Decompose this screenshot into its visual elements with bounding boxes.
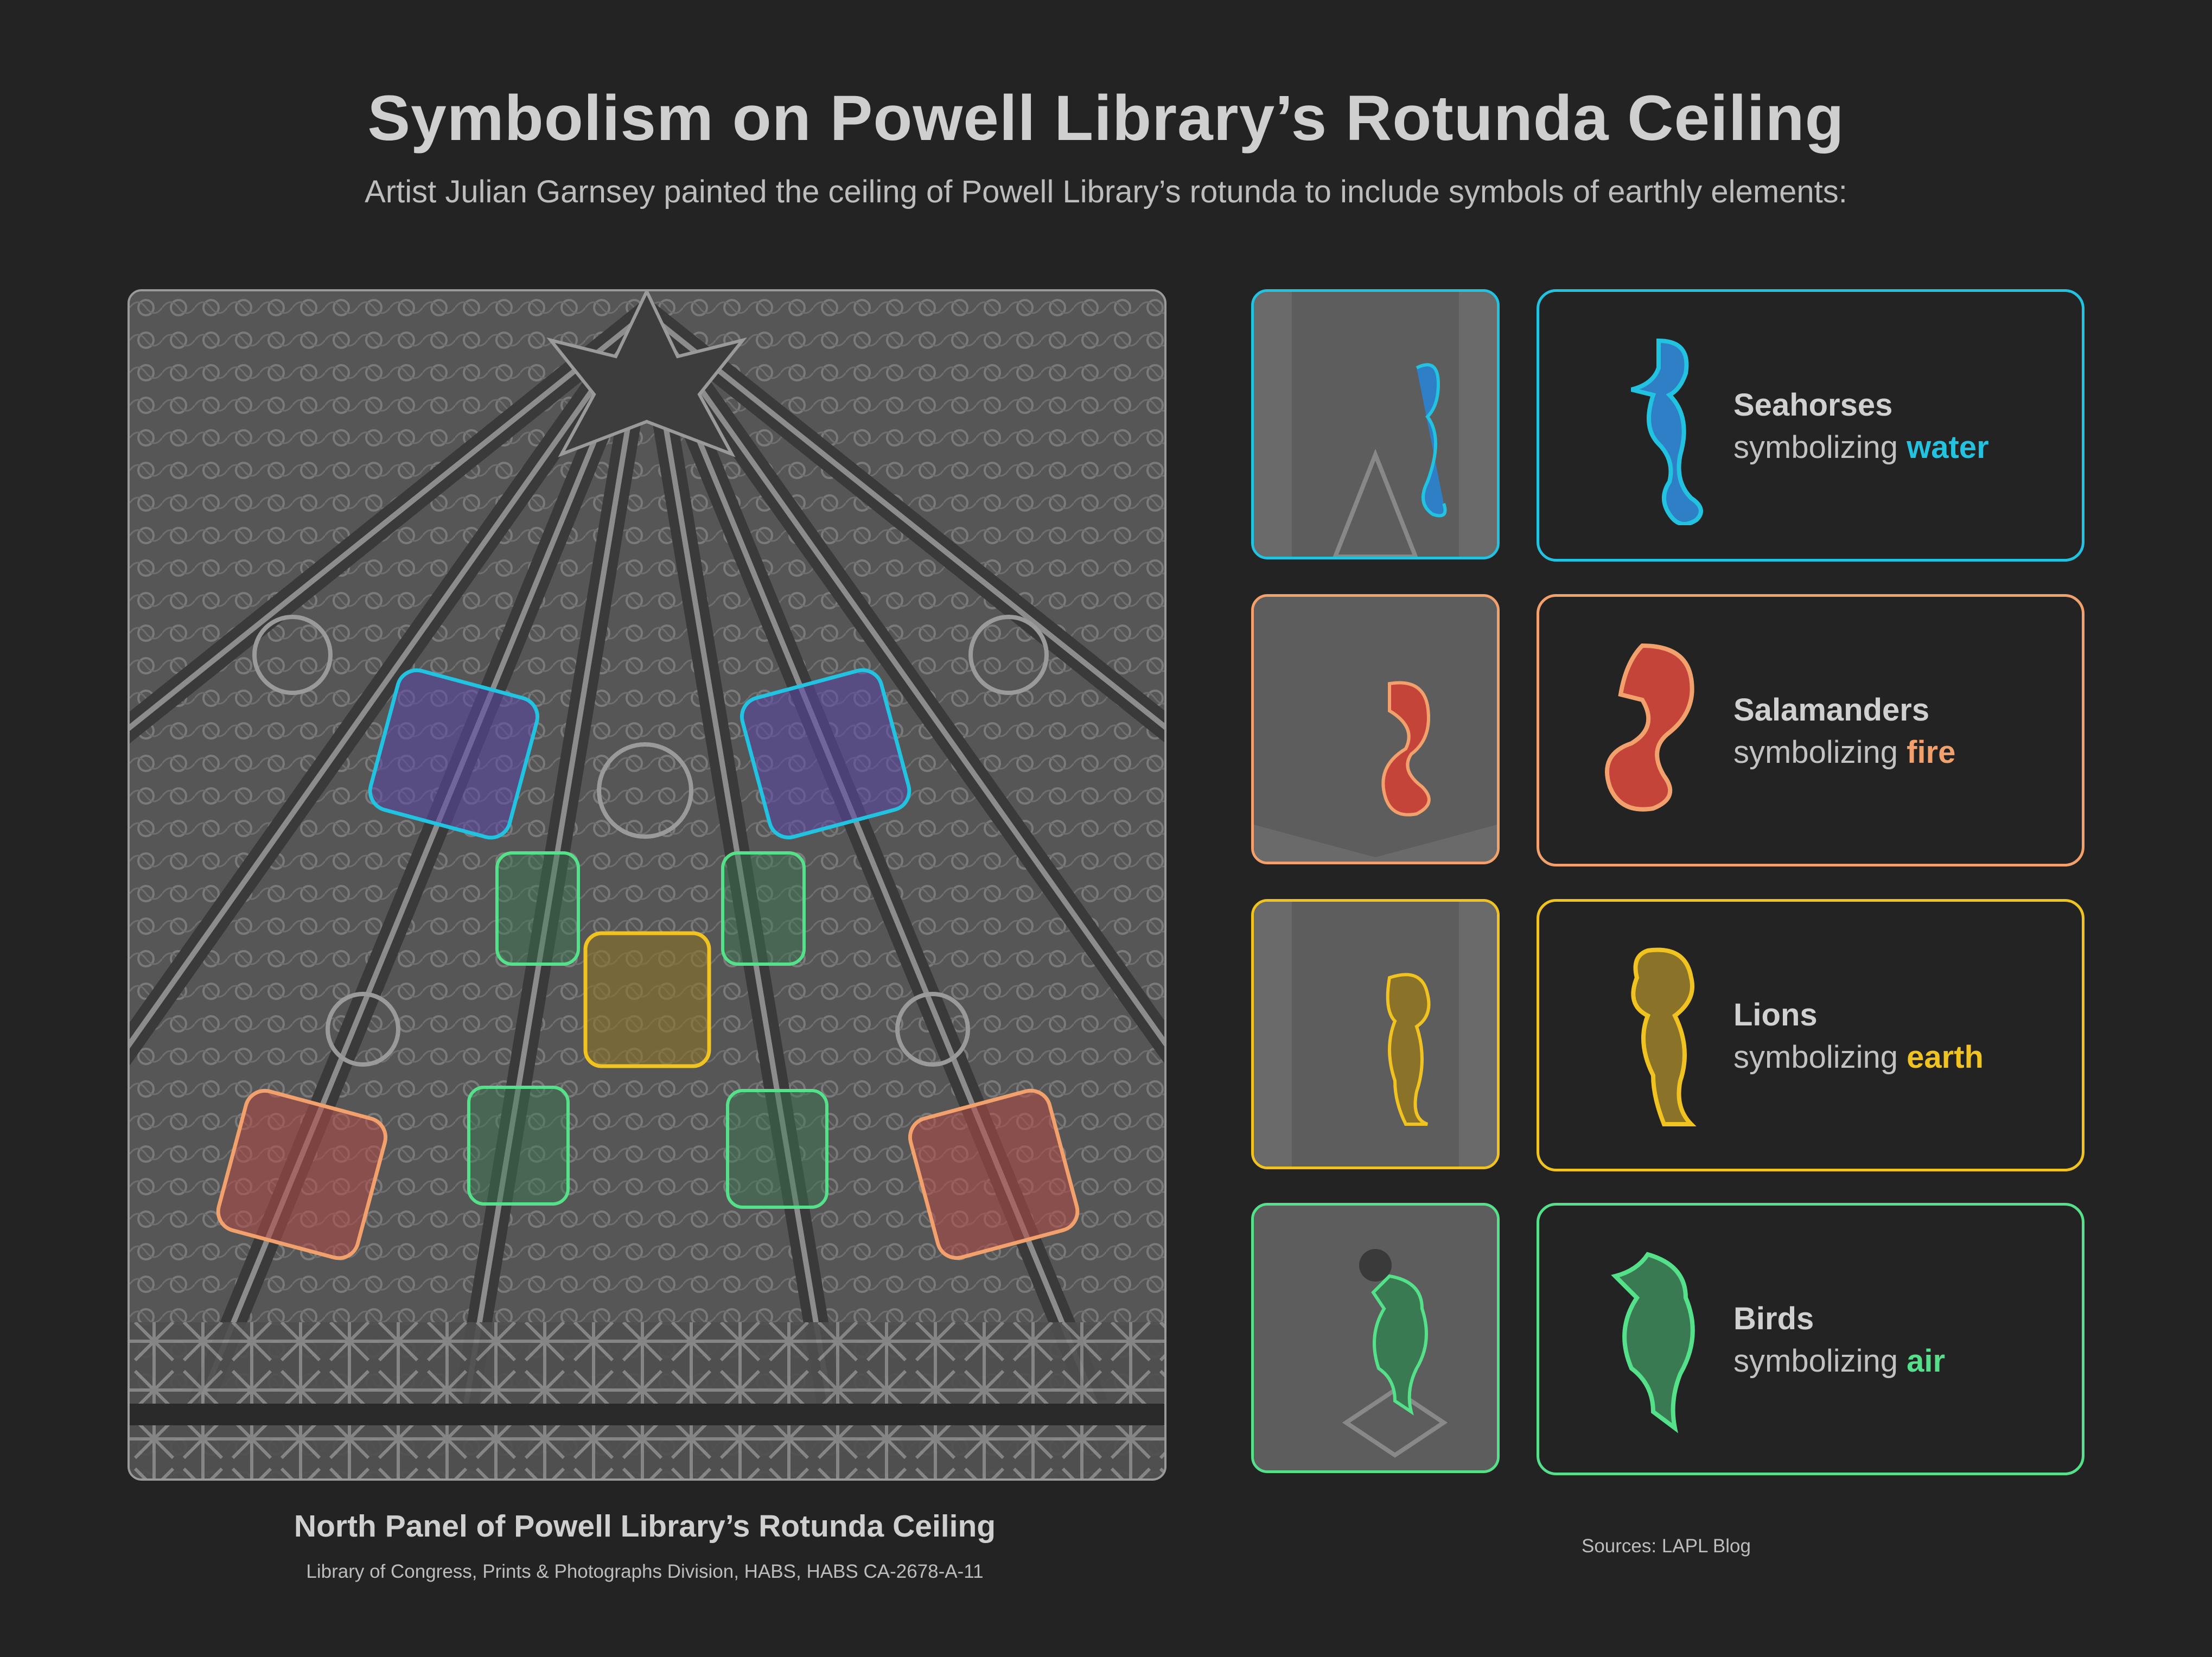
photo-credit: Library of Congress, Prints & Photographs Division, HABS, HABS CA-2678-A-11: [306, 1561, 984, 1582]
legend-card-birds: [1537, 1203, 2084, 1475]
legend-element: fire: [1907, 735, 1956, 770]
legend-card-seahorses: [1537, 289, 2084, 562]
page-title: Symbolism on Powell Library’s Rotunda Ceiling: [367, 82, 1845, 154]
legend-name: Birds: [1733, 1301, 1814, 1336]
bird-detail-thumbnail: [1251, 1203, 1500, 1473]
page-subtitle: Artist Julian Garnsey painted the ceiling of Powell Library’s rotunda to include symbols of earthly elements:: [365, 174, 1847, 209]
lion-icon: [1583, 940, 1718, 1135]
legend-element: air: [1907, 1343, 1946, 1379]
legend-element: water: [1907, 430, 1989, 465]
ceiling-photo-illustration: [130, 291, 1164, 1478]
salamander-detail-thumbnail: [1251, 594, 1500, 864]
legend-name: Lions: [1733, 997, 1818, 1033]
legend-prefix: symbolizing: [1733, 430, 1907, 465]
photo-caption: North Panel of Powell Library’s Rotunda Ceiling: [294, 1509, 996, 1544]
legend-card-lions: [1537, 899, 2084, 1171]
bird-icon: [1583, 1244, 1718, 1439]
legend-prefix: symbolizing: [1733, 1040, 1907, 1075]
legend-element: earth: [1907, 1040, 1984, 1075]
legend-card-salamanders: [1537, 594, 2084, 866]
lion-detail-thumbnail: [1251, 899, 1500, 1169]
legend-prefix: symbolizing: [1733, 1343, 1907, 1379]
salamander-icon: [1583, 635, 1718, 830]
seahorse-detail-thumbnail: [1251, 289, 1500, 559]
legend-name: Seahorses: [1733, 387, 1893, 423]
lion-highlight: [585, 933, 709, 1066]
legend-prefix: symbolizing: [1733, 735, 1907, 770]
ceiling-photo: [128, 289, 1166, 1481]
legend-name: Salamanders: [1733, 692, 1930, 728]
seahorse-icon: [1583, 330, 1718, 525]
sources-note: Sources: LAPL Blog: [1582, 1535, 1751, 1557]
